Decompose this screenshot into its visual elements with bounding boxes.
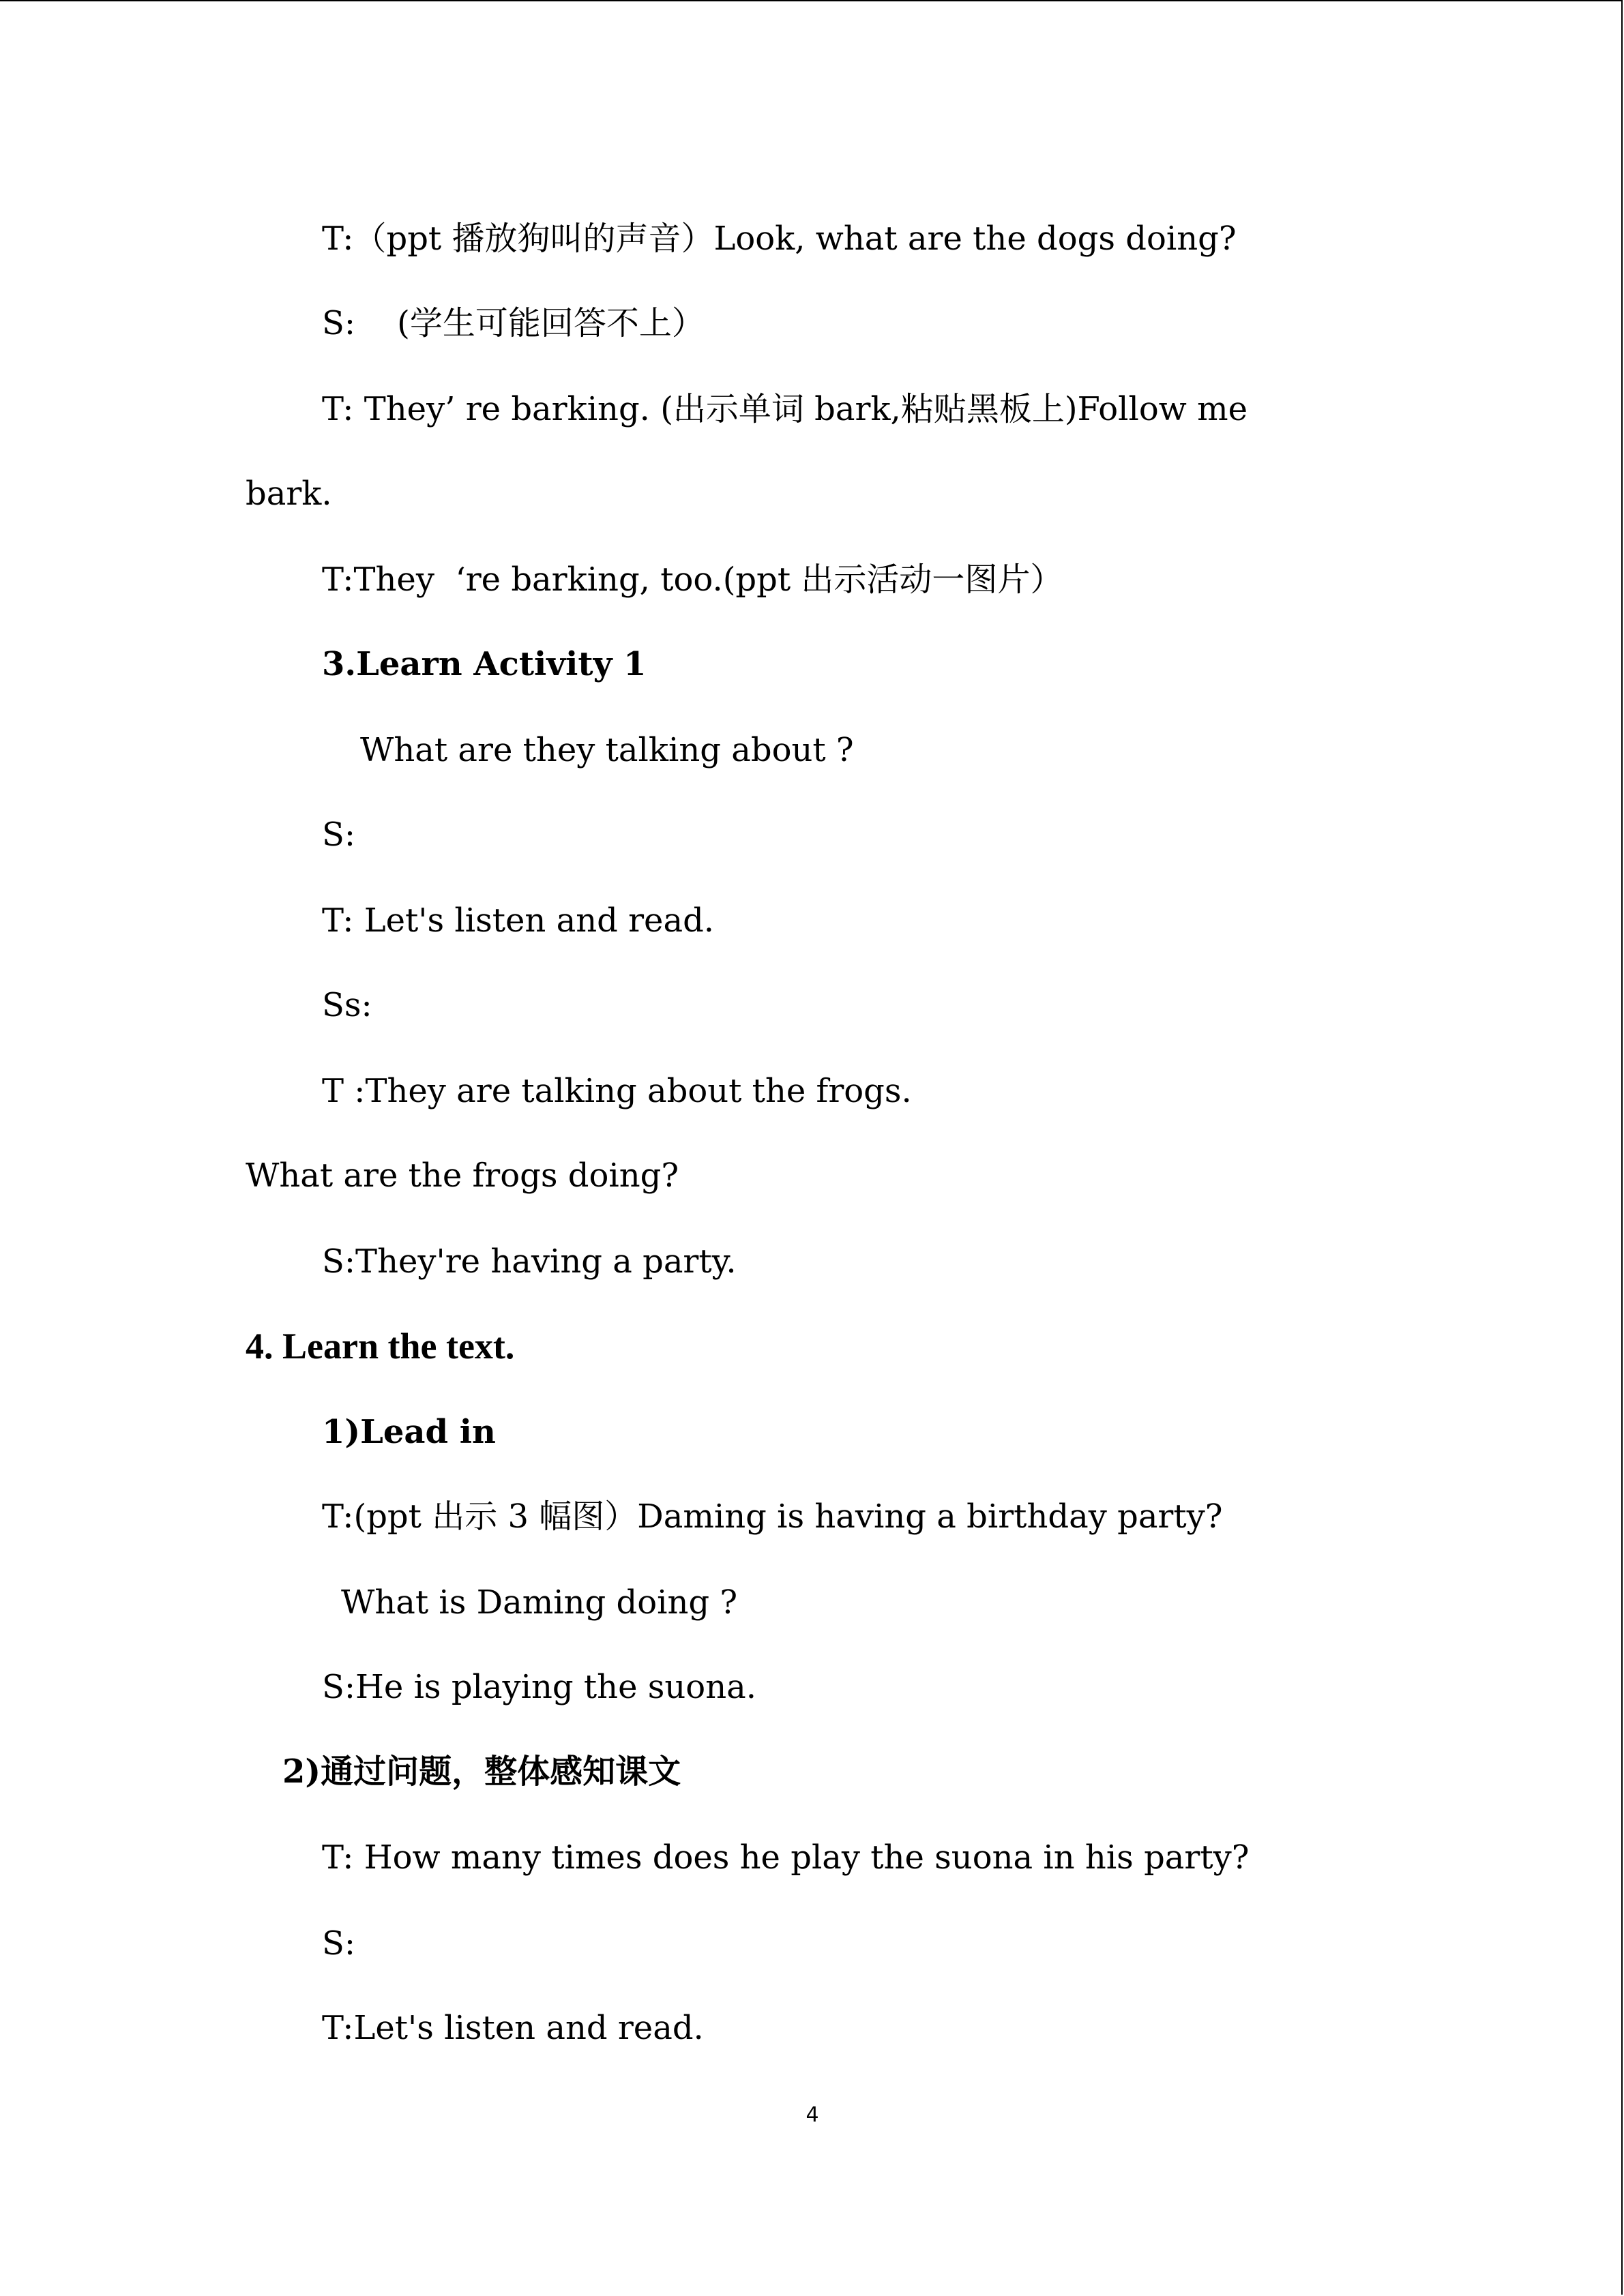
student-answer-suona: S:He is playing the suona. [322,1668,756,1706]
subheading-lead-in: 1)Lead in [322,1413,496,1451]
page-number: 4 [806,2103,819,2127]
question-daming: What is Daming doing ? [341,1583,738,1622]
dialogue-line-3-continued: bark. [246,475,332,513]
dialogue-line-3: T: They’ re barking. (出示单词 bark,粘贴黑板上)Follow me [322,390,1247,428]
students-answer-blank: Ss: [322,986,372,1024]
dialogue-line-4: T:They ‘re barking, too.(ppt 出示活动一图片） [322,561,1063,599]
student-answer-party: S:They're having a party. [322,1242,737,1281]
student-answer-blank-1: S: [322,816,356,854]
dialogue-line-2: S: (学生可能回答不上） [322,304,705,342]
dialogue-line-1: T:（ppt 播放狗叫的声音）Look, what are the dogs doing? [322,220,1237,258]
section-heading-activity-1: 3.Learn Activity 1 [322,645,647,683]
question-line: What are they talking about ? [360,731,854,769]
dialogue-line-daming: T:(ppt 出示 3 幅图）Daming is having a birthday party? [322,1497,1223,1536]
section-heading-learn-text: 4. Learn the text. [246,1326,515,1367]
dialogue-line-frogs: T :They are talking about the frogs. [322,1072,912,1110]
dialogue-line-listen-1: T: Let's listen and read. [322,901,715,940]
dialogue-line-listen-2: T:Let's listen and read. [322,2009,704,2047]
question-frogs: What are the frogs doing? [246,1157,679,1195]
subheading-perceive-text: 2)通过问题，整体感知课文 [282,1753,681,1791]
dialogue-line-how-many: T: How many times does he play the suona in his party? [322,1838,1250,1877]
student-answer-blank-2: S: [322,1924,356,1963]
